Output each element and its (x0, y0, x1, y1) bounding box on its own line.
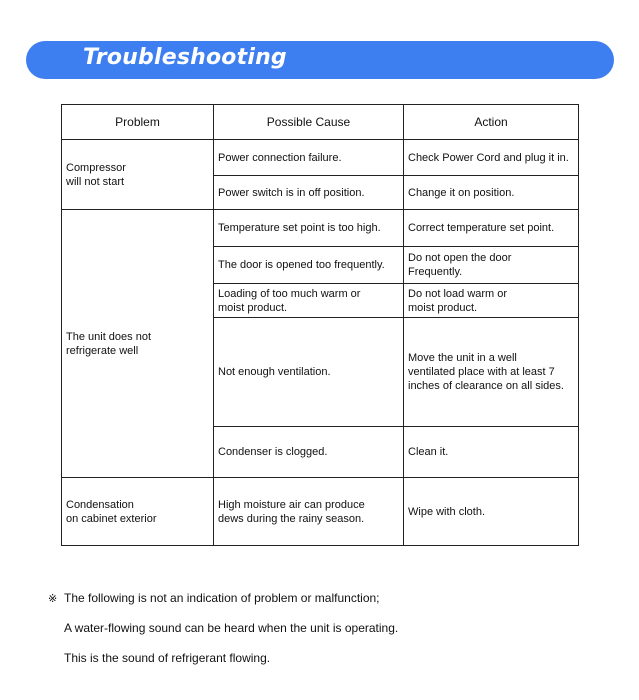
cause-cell: High moisture air can produce dews during the rainy season. (214, 478, 404, 546)
action-cell: Move the unit in a well ventilated place with at least 7 inches of clearance on all sides. (404, 318, 579, 427)
action-cell: Check Power Cord and plug it in. (404, 140, 579, 176)
note-text-1: The following is not an indication of problem or malfunction; (64, 591, 380, 605)
action-cell: Correct temperature set point. (404, 210, 579, 247)
header-possible-cause: Possible Cause (214, 105, 404, 140)
problem-cell: Condensation on cabinet exterior (62, 478, 214, 546)
header-problem: Problem (62, 105, 214, 140)
header-action: Action (404, 105, 579, 140)
action-cell: Change it on position. (404, 176, 579, 210)
action-cell: Do not open the door Frequently. (404, 247, 579, 284)
action-cell: Wipe with cloth. (404, 478, 579, 546)
cause-cell: Power connection failure. (214, 140, 404, 176)
problem-cell: Compressor will not start (62, 140, 214, 210)
section-title: Troubleshooting (83, 45, 287, 70)
cause-cell: Temperature set point is too high. (214, 210, 404, 247)
note-line-2: A water-flowing sound can be heard when the unit is operating. (64, 621, 399, 635)
action-cell: Do not load warm or moist product. (404, 284, 579, 318)
reference-mark-icon: ※ (48, 593, 58, 605)
table-header-row (62, 105, 579, 140)
cause-cell: Loading of too much warm or moist product. (214, 284, 404, 318)
table-row (62, 140, 579, 176)
problem-cell: The unit does not refrigerate well (62, 210, 214, 478)
note-line-3: This is the sound of refrigerant flowing. (64, 651, 271, 665)
cause-cell: The door is opened too frequently. (214, 247, 404, 284)
table-row (62, 210, 579, 247)
action-cell: Clean it. (404, 427, 579, 478)
cause-cell: Not enough ventilation. (214, 318, 404, 427)
cause-cell: Power switch is in off position. (214, 176, 404, 210)
section-banner (26, 41, 614, 79)
cause-cell: Condenser is clogged. (214, 427, 404, 478)
note-line-1 (48, 591, 380, 605)
table-row (62, 478, 579, 546)
troubleshooting-table (61, 104, 579, 546)
